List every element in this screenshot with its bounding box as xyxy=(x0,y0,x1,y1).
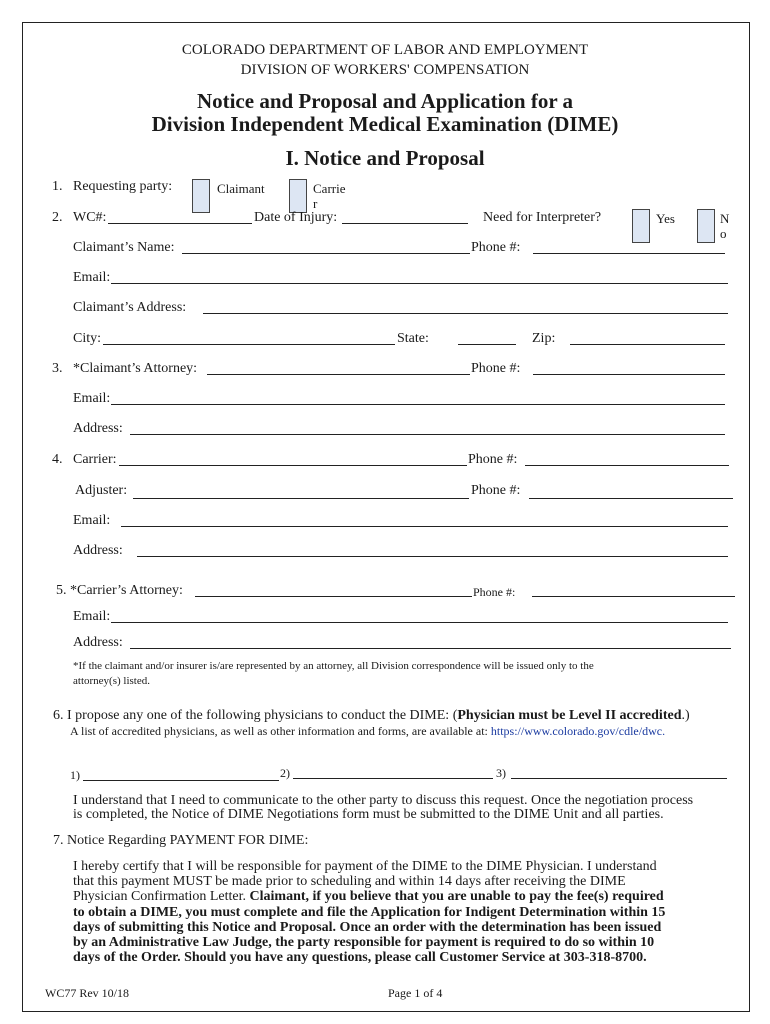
physician-1-label: 1) xyxy=(70,768,80,782)
claimant-attorney-field[interactable] xyxy=(207,374,470,375)
carrier-attorney-phone-field[interactable] xyxy=(532,596,735,597)
claimant-attorney-phone-label: Phone #: xyxy=(471,361,521,376)
item-4-number: 4. xyxy=(52,452,63,467)
zip-field[interactable] xyxy=(570,344,725,345)
state-field[interactable] xyxy=(458,344,516,345)
adjuster-phone-field[interactable] xyxy=(529,498,733,499)
interpreter-no-label-a: N xyxy=(720,211,730,226)
form-number: WC77 Rev 10/18 xyxy=(45,986,129,1000)
claimant-email-field[interactable] xyxy=(111,283,728,284)
physician-3-field[interactable] xyxy=(511,778,727,779)
page-number: Page 1 of 4 xyxy=(388,986,443,1000)
accredited-list-note: A list of accredited physicians, as well as other information and forms, are available at: https://www.colorado.gov/cdle/dwc. xyxy=(70,724,666,738)
carrier-attorney-label: 5. *Carrier’s Attorney: xyxy=(56,583,183,598)
physician-2-field[interactable] xyxy=(293,778,493,779)
payment-line-5: days of submitting this Notice and Proposal. Once an order with the determination has been issued xyxy=(73,920,662,935)
carrier-label: Carrier: xyxy=(73,452,117,467)
carrier-address-label: Address: xyxy=(73,543,123,558)
carrier-checkbox[interactable] xyxy=(289,179,307,213)
interpreter-yes-checkbox[interactable] xyxy=(632,209,650,243)
item-3-number: 3. xyxy=(52,361,63,376)
physician-3-label: 3) xyxy=(496,766,506,780)
adjuster-label: Adjuster: xyxy=(75,483,128,498)
payment-line-1: I hereby certify that I will be responsible for payment of the DIME to the DIME Physician. I understand xyxy=(73,859,657,874)
interpreter-no-label-b: o xyxy=(720,226,727,241)
date-of-injury-field[interactable] xyxy=(342,223,468,224)
adjuster-field[interactable] xyxy=(133,498,469,499)
carrier-field[interactable] xyxy=(119,465,467,466)
wc-number-label: WC#: xyxy=(73,210,107,225)
claimant-attorney-address-label: Address: xyxy=(73,421,123,436)
claimant-attorney-phone-field[interactable] xyxy=(533,374,725,375)
interpreter-no-checkbox[interactable] xyxy=(697,209,715,243)
form-title-line-1: Notice and Proposal and Application for a xyxy=(196,89,574,113)
carrier-option-label-a: Carrie xyxy=(313,181,346,196)
claimant-address-field[interactable] xyxy=(203,313,728,314)
payment-line-3: Physician Confirmation Letter. Claimant, if you believe that you are unable to pay the fee(s) required xyxy=(73,889,664,904)
city-label: City: xyxy=(73,331,102,346)
carrier-phone-label: Phone #: xyxy=(468,452,518,467)
payment-line-4: to obtain a DIME, you must complete and file the Application for Indigent Determination within 15 xyxy=(73,905,666,920)
carrier-attorney-email-field[interactable] xyxy=(111,622,728,623)
claimant-attorney-label: *Claimant’s Attorney: xyxy=(73,361,198,376)
carrier-attorney-field[interactable] xyxy=(195,596,472,597)
division-name: DIVISION OF WORKERS' COMPENSATION xyxy=(240,62,530,78)
interpreter-label: Need for Interpreter? xyxy=(483,210,602,225)
claimant-attorney-email-label: Email: xyxy=(73,391,111,406)
negotiation-note-line-2: is completed, the Notice of DIME Negotiations form must be submitted to the DIME Unit and all parties. xyxy=(73,807,664,822)
physician-2-label: 2) xyxy=(280,766,290,780)
item-1-number: 1. xyxy=(52,179,63,194)
state-label: State: xyxy=(397,331,429,346)
claimant-email-label: Email: xyxy=(73,270,111,285)
claimant-name-label: Claimant’s Name: xyxy=(73,240,175,255)
physician-1-field[interactable] xyxy=(83,780,279,781)
payment-line-6: by an Administrative Law Judge, the party responsible for payment is required to do so within 10 xyxy=(73,935,655,950)
requesting-party-label: Requesting party: xyxy=(73,179,173,194)
zip-label: Zip: xyxy=(532,331,556,346)
carrier-attorney-email-label: Email: xyxy=(73,609,111,624)
claimant-attorney-address-field[interactable] xyxy=(130,434,725,435)
claimant-attorney-email-field[interactable] xyxy=(111,404,725,405)
attorney-note-line-2: attorney(s) listed. xyxy=(73,675,150,687)
claimant-checkbox[interactable] xyxy=(192,179,210,213)
payment-line-2: that this payment MUST be made prior to scheduling and within 14 days after receiving the DIME xyxy=(73,874,626,889)
claimant-option-label: Claimant xyxy=(217,181,265,196)
carrier-attorney-address-label: Address: xyxy=(73,635,123,650)
interpreter-yes-label: Yes xyxy=(656,211,675,226)
claimant-phone-field[interactable] xyxy=(533,253,725,254)
payment-heading: 7. Notice Regarding PAYMENT FOR DIME: xyxy=(53,833,309,848)
attorney-note-line-1: *If the claimant and/or insurer is/are represented by an attorney, all Division correspondence will be issued only to the xyxy=(73,660,594,672)
section-title: I. Notice and Proposal xyxy=(285,146,485,170)
physician-proposal: 6. I propose any one of the following physicians to conduct the DIME: (Physician must be Level II accredited.) xyxy=(53,708,690,723)
claimant-address-label: Claimant’s Address: xyxy=(73,300,187,315)
claimant-name-field[interactable] xyxy=(182,253,470,254)
claimant-phone-label: Phone #: xyxy=(471,240,521,255)
negotiation-note-line-1: I understand that I need to communicate to the other party to discuss this request. Once the negotiation process xyxy=(73,793,694,808)
item-2-number: 2. xyxy=(52,210,63,225)
city-field[interactable] xyxy=(103,344,395,345)
carrier-phone-field[interactable] xyxy=(525,465,729,466)
carrier-attorney-address-field[interactable] xyxy=(130,648,731,649)
wc-number-field[interactable] xyxy=(108,223,252,224)
payment-line-7: days of the Order. Should you have any questions, please call Customer Service at 303-318-8700. xyxy=(73,950,647,965)
dwc-website-link[interactable]: https://www.colorado.gov/cdle/dwc. xyxy=(490,724,666,738)
carrier-email-label: Email: xyxy=(73,513,111,528)
agency-name: COLORADO DEPARTMENT OF LABOR AND EMPLOYMENT xyxy=(181,42,589,58)
carrier-email-field[interactable] xyxy=(121,526,728,527)
date-of-injury-label: Date of Injury: xyxy=(254,210,338,225)
form-title-line-2: Division Independent Medical Examination (DIME) xyxy=(151,112,619,136)
carrier-attorney-phone-label: Phone #: xyxy=(473,585,516,599)
adjuster-phone-label: Phone #: xyxy=(471,483,521,498)
carrier-option-label-b: r xyxy=(313,196,318,211)
carrier-address-field[interactable] xyxy=(137,556,728,557)
